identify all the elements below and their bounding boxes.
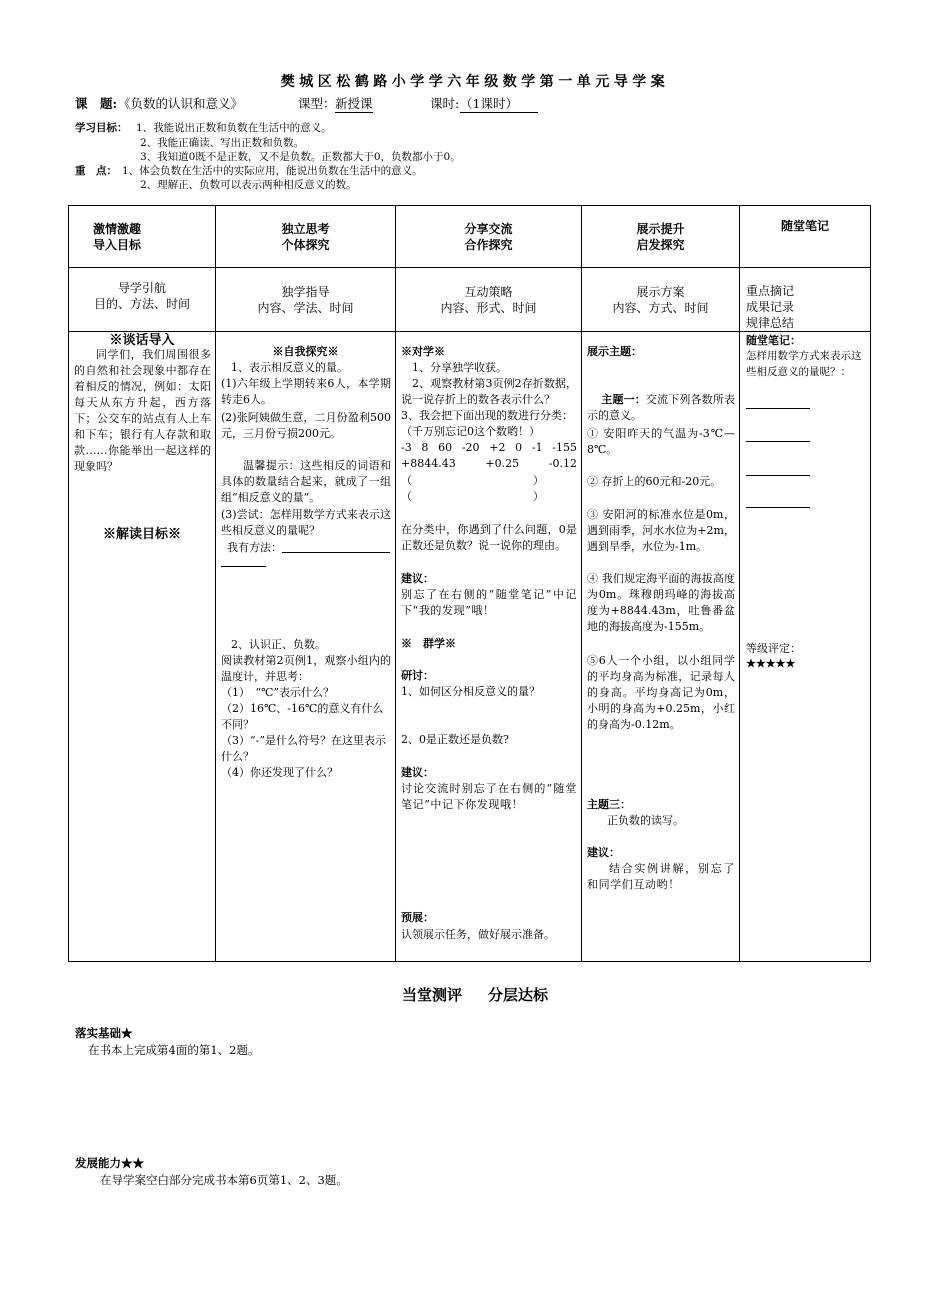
subheader-text: 规律总结: [746, 316, 795, 330]
subheader-text: 内容、学法、时间: [257, 300, 354, 315]
header-cell-intro: [69, 206, 216, 268]
showcase-item: ④ 我们规定海平面的海拔高度为0m。珠穆朗玛峰的海拔高度为+8844.43m，吐鲁番盆地的海拔高度为-155m。: [587, 572, 735, 633]
notes-question: 怎样用数学方式来表示这些相反意义的量呢？：: [746, 350, 862, 378]
self-study-item: (2)张阿姨做生意，二月份盈利500元，三月份亏损200元。: [221, 411, 391, 440]
advice-text: 别忘了在右侧的“随堂笔记”中记下“我的发现”哦！: [401, 588, 577, 617]
goal-item: 1、我能说出正数和负数在生活中的意义。: [136, 122, 332, 134]
discussion-question: 1、如何区分相反意义的量？: [401, 685, 540, 698]
thinking-question: （4）你还发现了什么？: [221, 766, 338, 779]
showcase-item: ② 存折上的60元和-20元。: [587, 475, 722, 488]
topic-one: [587, 392, 735, 424]
advanced-level-text: 在导学案空白部分完成书本第6页第1、2、3题。: [100, 1173, 348, 1187]
header-text: 激情激趣: [93, 221, 142, 236]
subheader-cell-showcase-plan: [582, 268, 740, 332]
pair-step: 2、观察教材第3页例2存折数据，说一说存折上的数各表示什么？: [401, 377, 577, 406]
self-study-item: (3)尝试：怎样用数学方式来表示这些相反意义的量呢？: [221, 508, 391, 537]
classification-blank: （ ）: [401, 474, 544, 487]
advice-label: 建议：: [401, 572, 434, 585]
subheader-cell-interaction: [396, 268, 582, 332]
pair-study-cell: [396, 332, 582, 961]
grade-label: 等级评定：: [746, 642, 801, 655]
pair-step: 1、分享独学收获。: [412, 361, 507, 374]
topic-three-text: 正负数的读写。: [607, 814, 684, 827]
header-cell-notes: [740, 206, 870, 268]
showcase-heading: 展示主题：: [587, 345, 642, 358]
thinking-question: （1） “℃”表示什么？: [221, 686, 335, 699]
topic-label: 课 题:: [75, 96, 118, 111]
subheader-text: 目的、方法、时间: [93, 296, 190, 311]
discussion-question: 2、0是正数还是负数?: [401, 733, 509, 746]
self-study-heading: ※自我探究※: [272, 345, 339, 358]
period-label: 课时:: [430, 96, 460, 111]
classification-blank: （ ）: [401, 490, 544, 503]
self-study-item: (1)六年级上学期转来6人，本学期转走6人。: [221, 377, 391, 406]
showcase-item: ⑤6人一个小组，以小组同学的平均身高为标准，记录每人的身高。平均身高记为0m，小明的身高为+0.25m，小红的身高为-0.12m。: [587, 654, 735, 731]
topic-one-label: 主题一：: [601, 393, 646, 406]
subheader-text: 成果记录: [746, 300, 795, 314]
showcase-advice-text: 结合实例讲解，别忘了和同学们互动哟！: [587, 862, 735, 891]
pair-step-note: （千万别忘记0这个数哟！）: [401, 425, 540, 438]
header-text: 导入目标: [93, 237, 142, 252]
classification-question: 在分类中，你遇到了什么问题，0是正数还是负数？说一说你的理由。: [401, 523, 577, 552]
key-point-item: 2、理解正、负数可以表示两种相反意义的数。: [140, 179, 357, 191]
subheader-cell-guide: [69, 268, 216, 332]
talk-intro-text: 同学们，我们周围很多的自然和社会现象中都存在着相反的情况，例如：太阳每天从东方升起，西方落下；公交车的站点有人上车和下车；银行有人存款和取款……你能举出一起这样的现象吗？: [74, 348, 211, 473]
lesson-type-label: 课型：: [298, 96, 336, 111]
note-blank-line: [746, 394, 810, 409]
subheader-text: 互动策略: [464, 284, 513, 299]
goals-label: 学习目标：: [75, 122, 128, 134]
note-blank-line: [746, 461, 810, 476]
assessment-title-left: 当堂测评: [401, 986, 462, 1004]
notes-heading: 随堂笔记：: [746, 334, 801, 347]
subheader-text: 独学指导: [281, 284, 330, 299]
part2-title: 2、认识正、负数。: [231, 638, 326, 651]
discussion-label: 研讨：: [401, 669, 434, 682]
basic-level-text: 在书本上完成第4面的第1、2题。: [88, 1043, 260, 1057]
header-text: 合作探究: [464, 237, 513, 252]
thinking-question: （3）“-”是什么符号？在这里表示什么？: [221, 734, 386, 763]
header-cell-self-study: [216, 206, 396, 268]
subheader-cell-self-guide: [216, 268, 396, 332]
topic-three-label: 主题三：: [587, 798, 631, 811]
method-blank-continued: [221, 552, 266, 567]
basic-level-label: 落实基础★: [75, 1026, 133, 1040]
lesson-table: [68, 205, 871, 962]
advanced-level-label: 发展能力★★: [75, 1156, 144, 1170]
header-text: 独立思考: [281, 221, 330, 236]
part2-intro: 阅读教材第2页例1，观察小组内的温度计，并思考：: [221, 654, 391, 683]
showcase-item: ① 安阳昨天的气温为-3℃—8℃。: [587, 427, 735, 456]
topic-value: 《负数的认识和意义》: [118, 96, 244, 111]
key-points-label: 重 点：: [75, 165, 117, 177]
showcase-item: ③ 安阳河的标准水位是0m，遇到雨季，河水水位为+2m，遇到旱季，水位为-1m。: [587, 508, 735, 553]
advice-text: 讨论交流时别忘了在右侧的“随堂笔记”中记下你发现哦！: [401, 782, 577, 811]
intro-cell: [69, 332, 216, 961]
number-list: -3 8 60 -20 +2 0 -1 -155 +8844.43 +0.25 -0.12: [401, 441, 577, 470]
assessment-title: [0, 985, 950, 1005]
note-blank-line: [746, 493, 810, 508]
showcase-cell: [582, 332, 740, 961]
subheader-cell-notes: [740, 268, 870, 332]
course-info-line: [75, 96, 775, 112]
group-study-heading: ※ 群学※: [401, 637, 456, 650]
assessment-title-right: 分层达标: [488, 986, 549, 1004]
pair-study-heading: ※对学※: [401, 345, 445, 358]
grade-stars: ★★★★★: [746, 657, 796, 670]
page-title: 樊城区松鹤路小学学六年级数学第一单元导学案: [280, 74, 670, 90]
goal-item: 2、我能正确读、写出正数和负数。: [140, 137, 305, 149]
header-cell-cooperation: [396, 206, 582, 268]
goal-interpretation-heading: ※解读目标※: [102, 527, 181, 542]
preview-label: 预展：: [401, 911, 434, 924]
header-text: 启发探究: [636, 237, 685, 252]
header-cell-showcase: [582, 206, 740, 268]
subheader-text: 内容、形式、时间: [440, 300, 537, 315]
topic-one-text: 交流下列各数所表示的意义。: [587, 393, 736, 422]
period-value: （1课时）: [460, 96, 538, 113]
subheader-text: 内容、方式、时间: [612, 300, 709, 315]
self-study-cell: [216, 332, 396, 961]
subheader-text: 展示方案: [636, 284, 685, 299]
preview-text: 认领展示任务，做好展示准备。: [401, 928, 555, 941]
goal-item: 3、我知道0既不是正数，又不是负数。正数都大于0，负数都小于0。: [140, 151, 461, 163]
header-text: 个体探究: [281, 237, 330, 252]
note-blank-line: [746, 427, 810, 442]
header-text: 展示提升: [636, 221, 685, 236]
method-label: 我有方法：: [227, 541, 282, 554]
thinking-question: （2）16℃、-16℃的意义有什么不同？: [221, 702, 384, 731]
header-text: 随堂笔记: [780, 219, 829, 233]
warm-tip: 温馨提示：这些相反的词语和具体的数量结合起来，就成了一组组“相反意义的量”。: [221, 459, 391, 504]
header-text: 分享交流: [464, 221, 513, 236]
key-point-item: 1、体会负数在生活中的实际应用，能说出负数在生活中的意义。: [122, 165, 423, 177]
lesson-type-value: 新授课: [335, 96, 373, 111]
subheader-text: 重点摘记: [746, 284, 795, 298]
advice-label: 建议：: [401, 766, 434, 779]
method-blank: [282, 540, 390, 553]
notes-cell: [740, 332, 870, 961]
showcase-advice-label: 建议：: [587, 846, 620, 859]
pair-step: 3、我会把下面出现的数进行分类：: [401, 409, 573, 422]
part1-title: 1、表示相反意义的量。: [231, 361, 348, 374]
subheader-text: 导学引航: [117, 280, 166, 295]
talk-intro-heading: ※谈话导入: [109, 333, 175, 348]
